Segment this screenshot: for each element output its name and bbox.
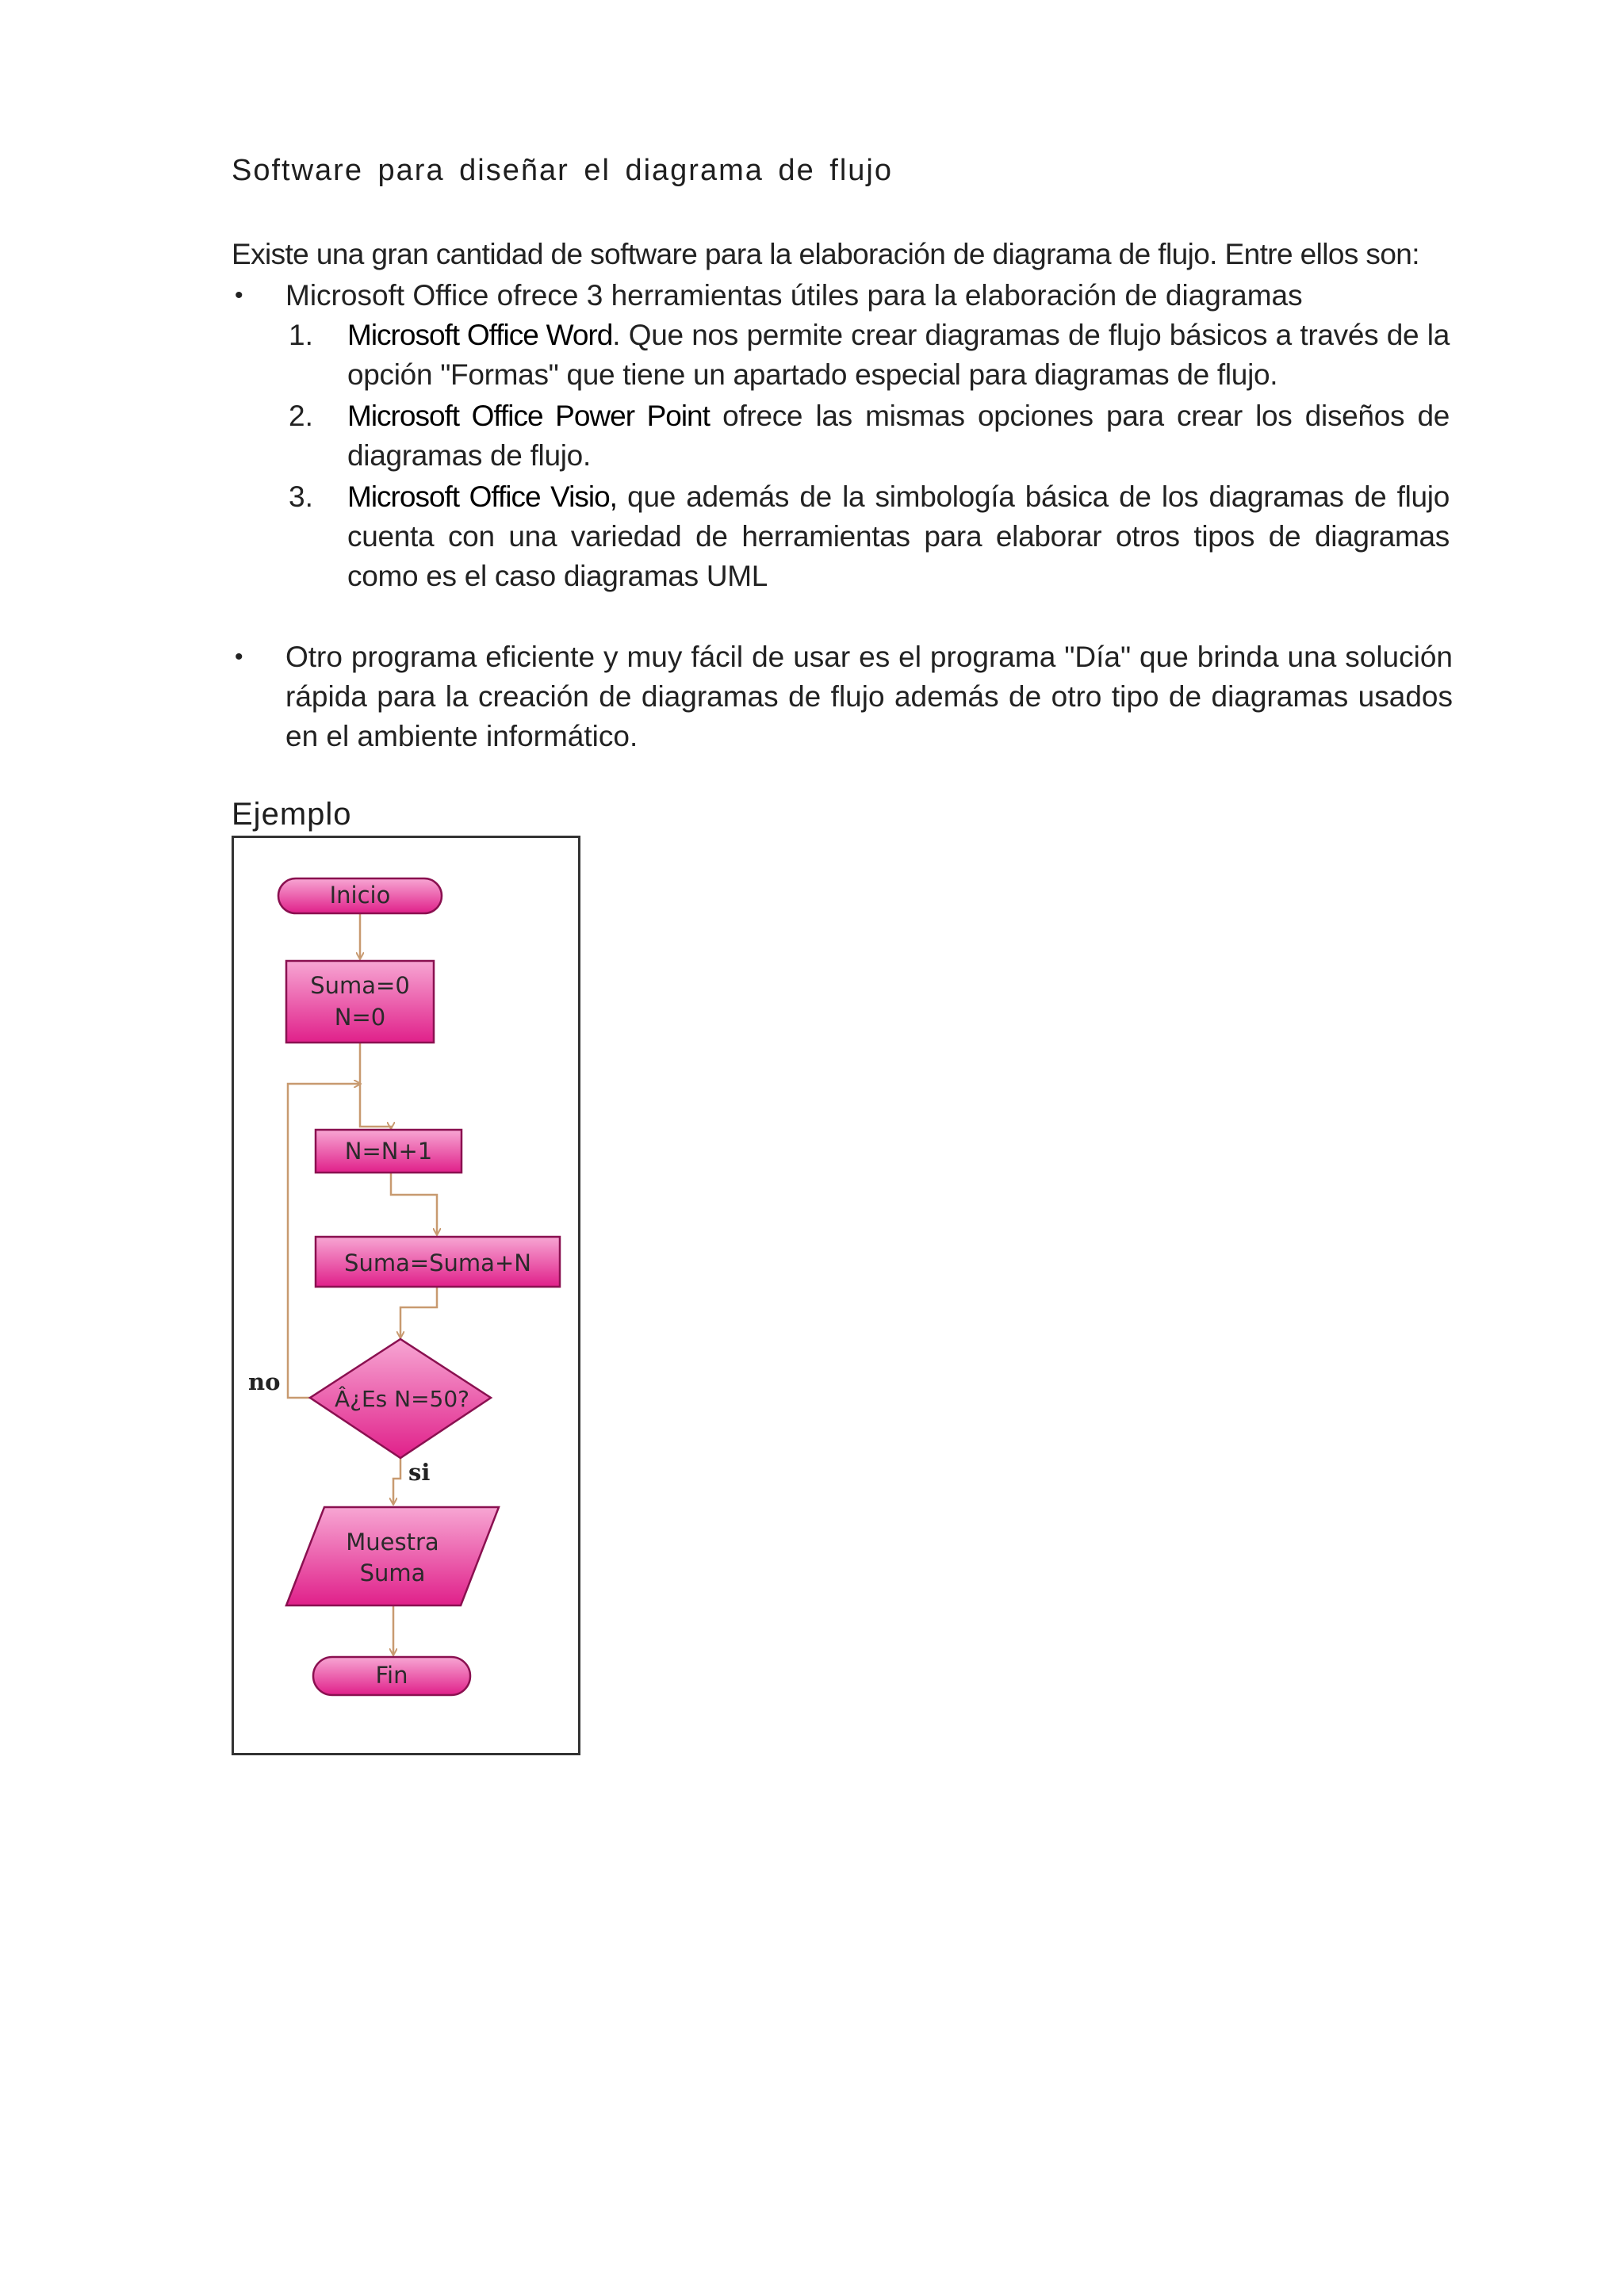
intro-paragraph: Existe una gran cantidad de software para la elaboración de diagrama de flujo. Entre ellos son:	[232, 238, 1419, 270]
output-label-line2: Suma	[359, 1559, 426, 1586]
accumulate-process-label: Suma=Suma+N	[344, 1249, 531, 1276]
item-product-name: Microsoft Office Power Point	[347, 400, 710, 432]
connector-increment-to-accumulate	[391, 1173, 437, 1234]
item-description: . Que nos permite crear diagramas de flujo básicos a través de la opción "Formas" que tiene un apartado especial para diagramas de flujo.	[347, 319, 1450, 391]
decision-label: Â¿Es N=50?	[334, 1386, 470, 1412]
item-text	[347, 316, 1450, 395]
item-number: 1.	[289, 319, 313, 351]
start-terminal-label: Inicio	[329, 882, 391, 909]
item-product-name: Microsoft Office Word	[347, 319, 613, 351]
flowchart-figure	[232, 836, 580, 1755]
item-description: ofrece las mismas opciones para crear los diseños de diagramas de flujo.	[347, 400, 1450, 472]
document-title: Software para diseñar el diagrama de flujo	[232, 154, 893, 187]
connector-init-to-increment	[360, 1043, 391, 1128]
example-heading: Ejemplo	[232, 797, 352, 832]
bullet-text: Microsoft Office ofrece 3 herramientas útiles para la elaboración de diagramas	[285, 279, 1303, 312]
item-product-name: Microsoft Office Visio,	[347, 480, 617, 513]
decision-yes-label: si	[408, 1459, 431, 1486]
output-label-line1: Muestra	[346, 1529, 439, 1556]
bullet-text: Otro programa eficiente y muy fácil de usar es el programa "Día" que brinda una solución rápida para la creación de diagramas de flujo además de otro tipo de diagramas usados en el ambiente informático.	[285, 641, 1453, 752]
item-number: 3.	[289, 480, 313, 513]
output-shape	[286, 1507, 499, 1605]
increment-process-label: N=N+1	[344, 1138, 433, 1165]
decision-no-label: no	[248, 1368, 281, 1395]
bullet-marker: •	[235, 644, 243, 670]
init-process-label-line2: N=0	[334, 1004, 386, 1031]
item-number: 2.	[289, 400, 313, 432]
item-description: que además de la simbología básica de los diagramas de flujo cuenta con una variedad de herramientas para elaborar otros tipos de diagramas como es el caso diagramas UML	[347, 480, 1450, 592]
connector-accumulate-to-decision	[400, 1287, 437, 1337]
flowchart-diagram	[234, 838, 578, 1753]
end-terminal-label: Fin	[375, 1662, 408, 1689]
bullet-marker: •	[235, 282, 243, 308]
item-text	[347, 477, 1450, 596]
init-process-label-line1: Suma=0	[310, 972, 410, 999]
connector-decision-to-output	[393, 1458, 400, 1504]
item-text	[347, 396, 1450, 476]
